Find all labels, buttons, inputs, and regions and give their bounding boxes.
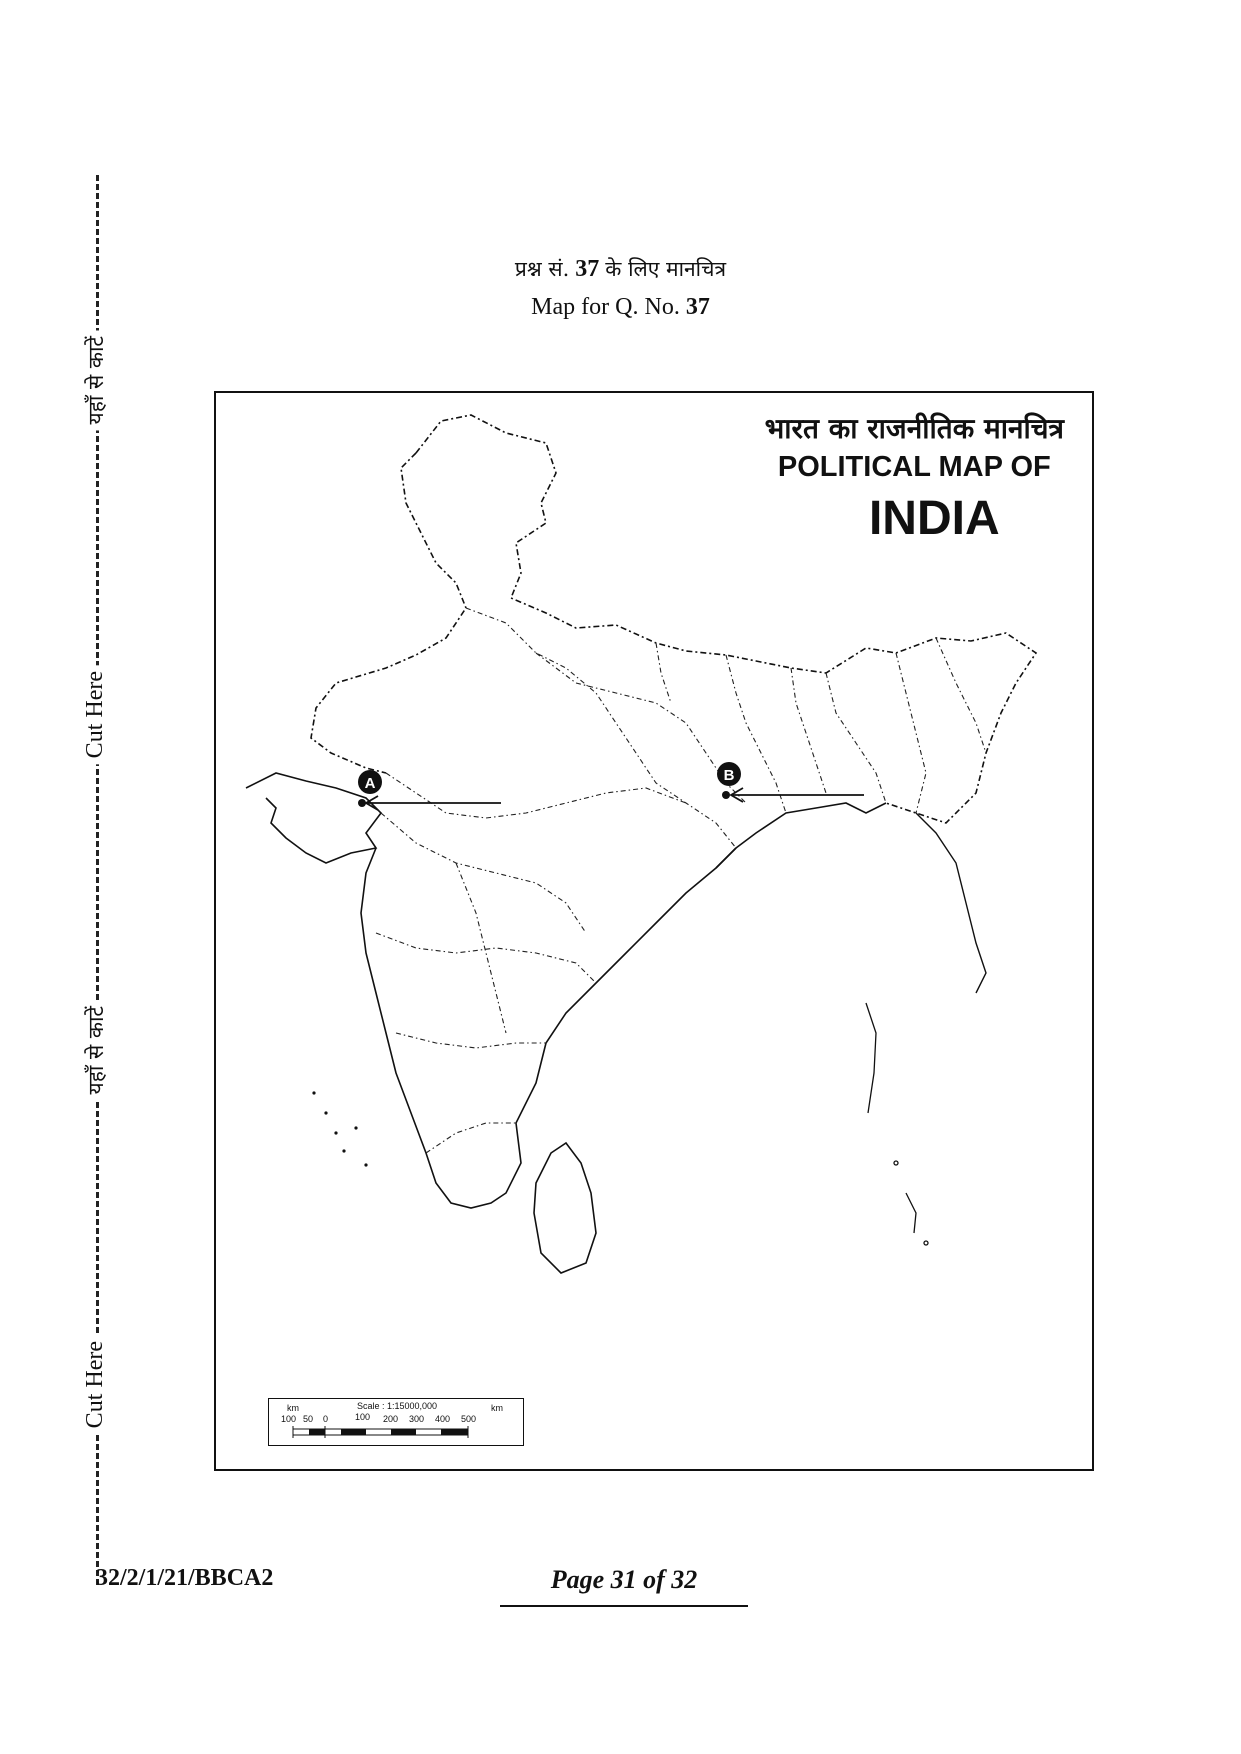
header-hindi-line bbox=[0, 250, 1241, 288]
map-title-block bbox=[765, 411, 1064, 551]
header-english-number: 37 bbox=[685, 294, 710, 320]
india-map bbox=[216, 393, 1092, 1469]
scale-tick-label: 0 bbox=[323, 1414, 329, 1424]
question-header bbox=[0, 250, 1241, 326]
map-frame bbox=[214, 391, 1094, 1471]
marker-arrows bbox=[366, 788, 864, 810]
marker-b-point bbox=[722, 791, 730, 799]
map-title-line1: POLITICAL MAP OF bbox=[777, 451, 1051, 483]
east-coast bbox=[716, 803, 886, 868]
scale-tick-label: 100 bbox=[355, 1412, 371, 1422]
scale-tick-label: 400 bbox=[435, 1414, 451, 1424]
header-hindi-number: 37 bbox=[575, 256, 600, 282]
header-english-prefix: Map for Q. No. bbox=[531, 294, 680, 320]
scale-unit-left: km bbox=[287, 1403, 299, 1413]
marker-b-label: B bbox=[723, 767, 735, 784]
scale-unit-right: km bbox=[491, 1403, 503, 1413]
cut-here-hindi-bottom: यहाँ से काटें bbox=[82, 1000, 110, 1100]
map-title-line2: INDIA bbox=[868, 492, 1000, 545]
marker-a-point bbox=[358, 799, 366, 807]
header-hindi-suffix: के लिए मानचित्र bbox=[605, 257, 727, 281]
scale-tick-label: 300 bbox=[409, 1414, 425, 1424]
header-hindi-prefix: प्रश्न सं. bbox=[514, 257, 570, 281]
sri-lanka bbox=[534, 1143, 596, 1273]
scale-bar bbox=[268, 1398, 524, 1446]
map-title-hindi: भारत का राजनीतिक मानचित्र bbox=[764, 412, 1064, 445]
marker-a-label: A bbox=[364, 775, 376, 792]
cut-here-hindi-top: यहाँ से काटें bbox=[82, 330, 110, 430]
andaman-nicobar-islands bbox=[866, 1003, 928, 1245]
header-english-line bbox=[0, 288, 1241, 326]
paper-code: 32/2/1/21/BBCA2 bbox=[96, 1565, 274, 1591]
cut-here-top: Cut Here bbox=[82, 665, 109, 764]
scale-tick-label: 200 bbox=[383, 1414, 399, 1424]
scale-tick-label: 500 bbox=[461, 1414, 477, 1424]
india-west-outline bbox=[311, 453, 466, 773]
scale-tick-label: 50 bbox=[303, 1414, 314, 1424]
scale-bar-graphic bbox=[269, 1399, 523, 1445]
scale-text: Scale : 1:15000,000 bbox=[357, 1401, 438, 1411]
myanmar-coast bbox=[916, 813, 986, 993]
page-number: Page 31 of 32 bbox=[500, 1565, 748, 1607]
cut-here-bottom: Cut Here bbox=[82, 1335, 109, 1434]
west-coast bbox=[246, 773, 736, 1208]
scale-tick-label: 100 bbox=[281, 1414, 297, 1424]
lakshadweep-islands bbox=[312, 1091, 367, 1166]
state-boundaries bbox=[376, 608, 986, 1153]
